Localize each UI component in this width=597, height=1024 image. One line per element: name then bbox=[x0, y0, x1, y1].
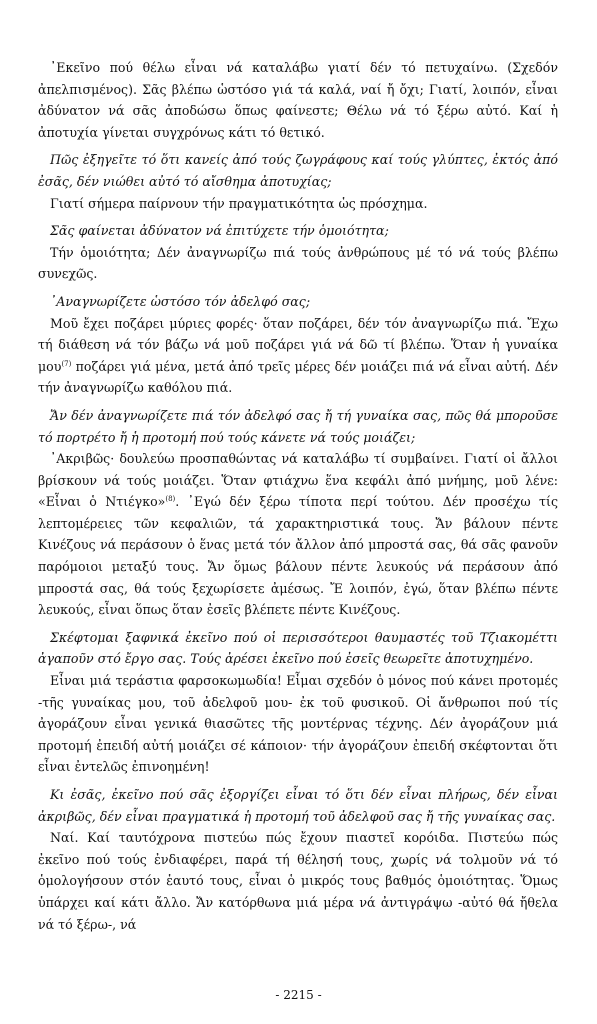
question-paragraph: Σᾶς φαίνεται ἀδύνατον νά ἐπιτύχετε τήν ὁμοιότητα; bbox=[50, 223, 389, 239]
question-paragraph: Κι ἐσᾶς, ἐκεῖνο πού σᾶς ἐξοργίζει εἶναι τό ὅτι δέν εἶναι πλήρως, δέν εἶναι ἀκριβῶς, δέν εἶναι πραγματικά ἡ προτομή τοῦ ἀδελφοῦ σας ἤ τῆς γυναίκας σας. bbox=[38, 787, 558, 824]
question-paragraph: ᾿Αναγνωρίζετε ὡστόσο τόν ἀδελφό σας; bbox=[50, 293, 311, 309]
page-text bbox=[38, 57, 558, 935]
answer-paragraph: Τήν ὁμοιότητα; Δέν ἀναγνωρίζω πιά τούς ἀνθρώπους μέ τό νά τούς βλέπω συνεχῶς. bbox=[38, 244, 558, 282]
answer-paragraph: Ναί. Καί ταυτόχρονα πιστεύω πώς ἔχουν πιαστεῖ κορόιδα. Πιστεύω πώς ἐκεῖνο πού τούς ἐνδιαφέρει, παρά τή θέλησή τους, χωρίς νά τολμοῦν νά τό ὁμολογήσουν στόν ἑαυτό τους, εἶναι ὁ μικρός τους βαθμός ὁμοιότητας. Ὅμως ὑπάρχει καί κάτι ἄλλο. Ἄν κατόρθωνα μιά μέρα νά ἀντιγράψω -αὐτό θά ἤθελα νά τό ξέρω-, νά bbox=[38, 830, 558, 932]
footnote-marker: (8) bbox=[165, 495, 176, 504]
question-paragraph: Ἄν δέν ἀναγνωρίζετε πιά τόν ἀδελφό σας ἤ τή γυναίκα σας, πῶς θά μποροῦσε τό πορτρέτο ἤ ἡ προτομή πού τούς κάνετε νά τούς μοιάζει; bbox=[38, 407, 558, 445]
text-run: . ᾿Εγώ δέν ξέρω τίποτα περί τούτου. Δέν προσέχω τίς λεπτομέρειες τῶν κεφαλιῶν, τά χαρακτηριστικά τους. Ἄν βάλουν πέντε Κινέζους νά περάσουν ὁ ἕνας μετά τόν ἄλλον ἀπό μπροστά σας, θά σᾶς φανοῦν παρόμοιοι μεταξύ τους. Ἄν ὅμως βάλουν πέντε λευκούς νά περάσουν ἀπό μπροστά σας, θά τούς ξεχωρίσετε ἀμέσως. Ἔ λοιπόν, ἐγώ, ὅταν βλέπω πέντε λευκούς, εἶναι ὅπως ὅταν ἐσεῖς βλέπετε πέντε Κινέζους. bbox=[38, 494, 558, 618]
footnote-marker: (7) bbox=[61, 359, 72, 368]
text-run: ποζάρει γιά μένα, μετά ἀπό τρεῖς μέρες δέν μοιάζει πιά νά εἶναι αὐτή. Δέν τήν ἀναγνωρίζω καθόλου πιά. bbox=[38, 358, 558, 396]
answer-paragraph bbox=[38, 313, 558, 399]
answer-paragraph bbox=[38, 448, 558, 621]
text-run: Μοῦ ἔχει ποζάρει μύριες φορές· ὅταν ποζάρει, δέν τόν ἀναγνωρίζω πιά. Ἔχω τή διάθεση νά τόν βάζω νά μοῦ ποζάρει γιά νά δῶ τί βλέπω. Ὅταν ἡ γυναίκα μου bbox=[38, 315, 558, 374]
answer-paragraph: Γιατί σήμερα παίρνουν τήν πραγματικότητα ὡς πρόσχημα. bbox=[50, 195, 428, 211]
answer-paragraph: ᾿Εκεῖνο πού θέλω εἶναι νά καταλάβω γιατί δέν τό πετυχαίνω. (Σχεδόν ἀπελπισμένος). Σᾶς βλέπω ὡστόσο γιά τά καλά, ναί ἤ ὄχι; Γιατί, λοιπόν, εἶναι ἀδύνατον νά σᾶς ἀποδώσω ὅπως φαίνεστε; Θέλω νά τό ξέρω αὐτό. Καί ἡ ἀποτυχία γίνεται συγχρόνως κάτι τό θετικό. bbox=[38, 60, 558, 140]
answer-paragraph: Εἶναι μιά τεράστια φαρσοκωμωδία! Εἶμαι σχεδόν ὁ μόνος πού κάνει προτομές -τῆς γυναίκας μου, τοῦ ἀδελφοῦ μου- ἐκ τοῦ φυσικοῦ. Οἱ ἄνθρωποι πού τίς ἀγοράζουν εἶναι γενικά θιασῶτες τῆς μοντέρνας τέχνης. Δέν ἀγοράζουν μιά προτομή ἐπειδή αὐτή μοιάζει σέ κάποιον· τήν ἀγοράζουν ἐπειδή σκέφτονται ὅτι εἶναι ἐντελῶς ἐπινοημένη! bbox=[38, 673, 558, 775]
question-paragraph: Πῶς ἐξηγεῖτε τό ὅτι κανείς ἀπό τούς ζωγράφους καί τούς γλύπτες, ἐκτός ἀπό ἐσᾶς, δέν νιώθει αὐτό τό αἴσθημα ἀποτυχίας; bbox=[38, 152, 558, 189]
page-number: - 2215 - bbox=[275, 988, 322, 1002]
question-paragraph: Σκέφτομαι ξαφνικά ἐκεῖνο πού οἱ περισσότεροι θαυμαστές τοῦ Τζιακομέττι ἀγαποῦν στό ἔργο σας. Τούς ἀρέσει ἐκεῖνο πού ἐσεῖς θεωρεῖτε ἀποτυχημένο. bbox=[38, 629, 558, 667]
text-run: ᾿Ακριβῶς· δουλεύω προσπαθώντας νά καταλάβω τί συμβαίνει. Γιατί οἱ ἄλλοι βρίσκουν νά τούς μοιάζει. Ὅταν φτιάχνω ἕνα κεφάλι ἀπό μνήμης, μοῦ λένε: «Εἶναι ὁ Ντιέγκο» bbox=[38, 451, 558, 510]
